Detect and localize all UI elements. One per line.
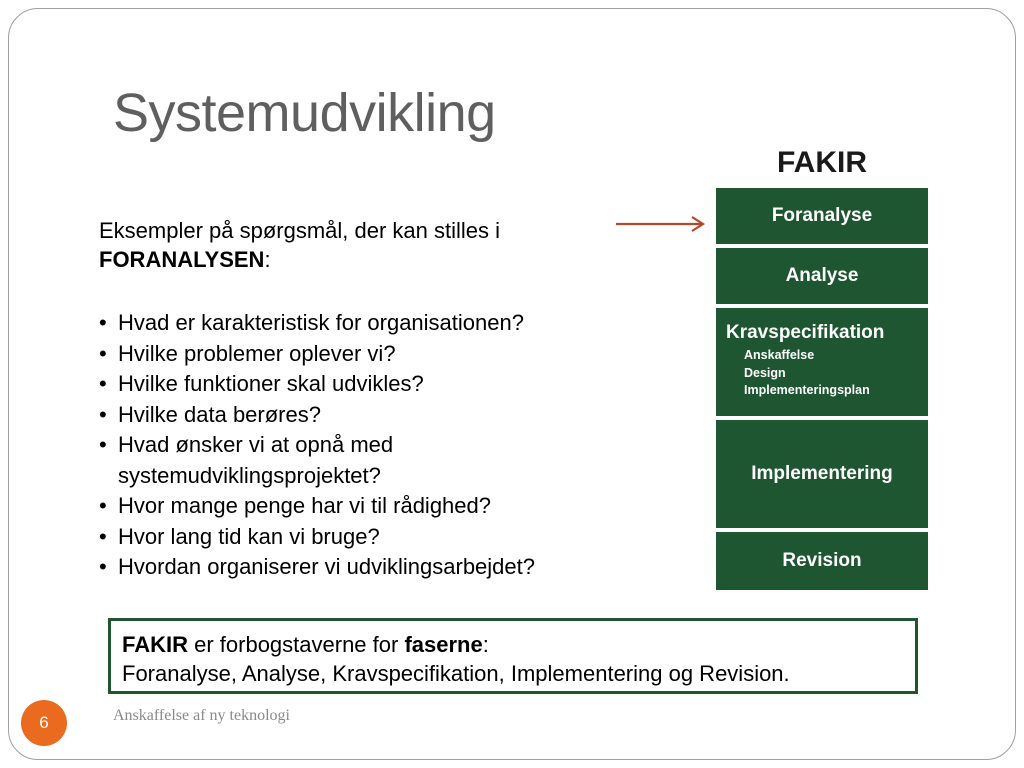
phase-implementering bbox=[716, 420, 928, 532]
list-item: • Hvilke problemer oplever vi? bbox=[99, 339, 659, 370]
list-item: • Hvilke data berøres? bbox=[99, 400, 659, 431]
slide-title: Systemudvikling bbox=[113, 83, 496, 143]
intro-suffix: : bbox=[264, 247, 271, 272]
phase-label: Analyse bbox=[785, 265, 859, 286]
footer-text: Anskaffelse af ny teknologi bbox=[113, 707, 290, 724]
list-item: • Hvilke funktioner skal udvikles? bbox=[99, 369, 659, 400]
phase-subitem: Implementeringsplan bbox=[744, 383, 870, 397]
phase-diagram bbox=[716, 188, 928, 590]
phase-subitem: Design bbox=[744, 365, 786, 380]
diagram-title: FAKIR bbox=[777, 146, 867, 179]
page-number-badge bbox=[21, 700, 67, 746]
phase-analyse bbox=[716, 248, 928, 308]
phase-subitem: Anskaffelse bbox=[744, 348, 815, 362]
intro-text bbox=[99, 216, 619, 274]
page-number: 6 bbox=[39, 713, 49, 732]
summary-line2: Foranalyse, Analyse, Kravspecifikation, Implementering og Revision. bbox=[122, 661, 790, 686]
list-item: • Hvor lang tid kan vi bruge? bbox=[99, 522, 659, 553]
arrow-right-icon bbox=[614, 214, 714, 234]
list-item: • Hvad ønsker vi at opnå med systemudviklingsprojektet? bbox=[99, 430, 478, 491]
phase-revision bbox=[716, 532, 928, 590]
list-item: • Hvordan organiserer vi udviklingsarbejdet? bbox=[99, 552, 659, 583]
question-list bbox=[99, 308, 659, 583]
summary-box bbox=[108, 618, 918, 694]
phase-kravspecifikation bbox=[716, 308, 928, 420]
intro-emphasis: FORANALYSEN bbox=[99, 247, 265, 272]
summary-emphasis: faserne bbox=[404, 632, 483, 657]
phase-label: Kravspecifikation bbox=[726, 322, 885, 343]
summary-middle: er forbogstaverne for bbox=[188, 632, 405, 657]
phase-foranalyse bbox=[716, 188, 928, 248]
phase-label: Implementering bbox=[751, 463, 893, 484]
summary-suffix: : bbox=[482, 632, 489, 657]
phase-label: Foranalyse bbox=[771, 205, 873, 226]
list-item: • Hvad er karakteristisk for organisationen? bbox=[99, 308, 659, 339]
summary-term: FAKIR bbox=[122, 632, 188, 657]
phase-label: Revision bbox=[782, 550, 862, 571]
list-item: • Hvor mange penge har vi til rådighed? bbox=[99, 491, 659, 522]
intro-lead: Eksempler på spørgsmål, der kan stilles i bbox=[99, 218, 501, 243]
